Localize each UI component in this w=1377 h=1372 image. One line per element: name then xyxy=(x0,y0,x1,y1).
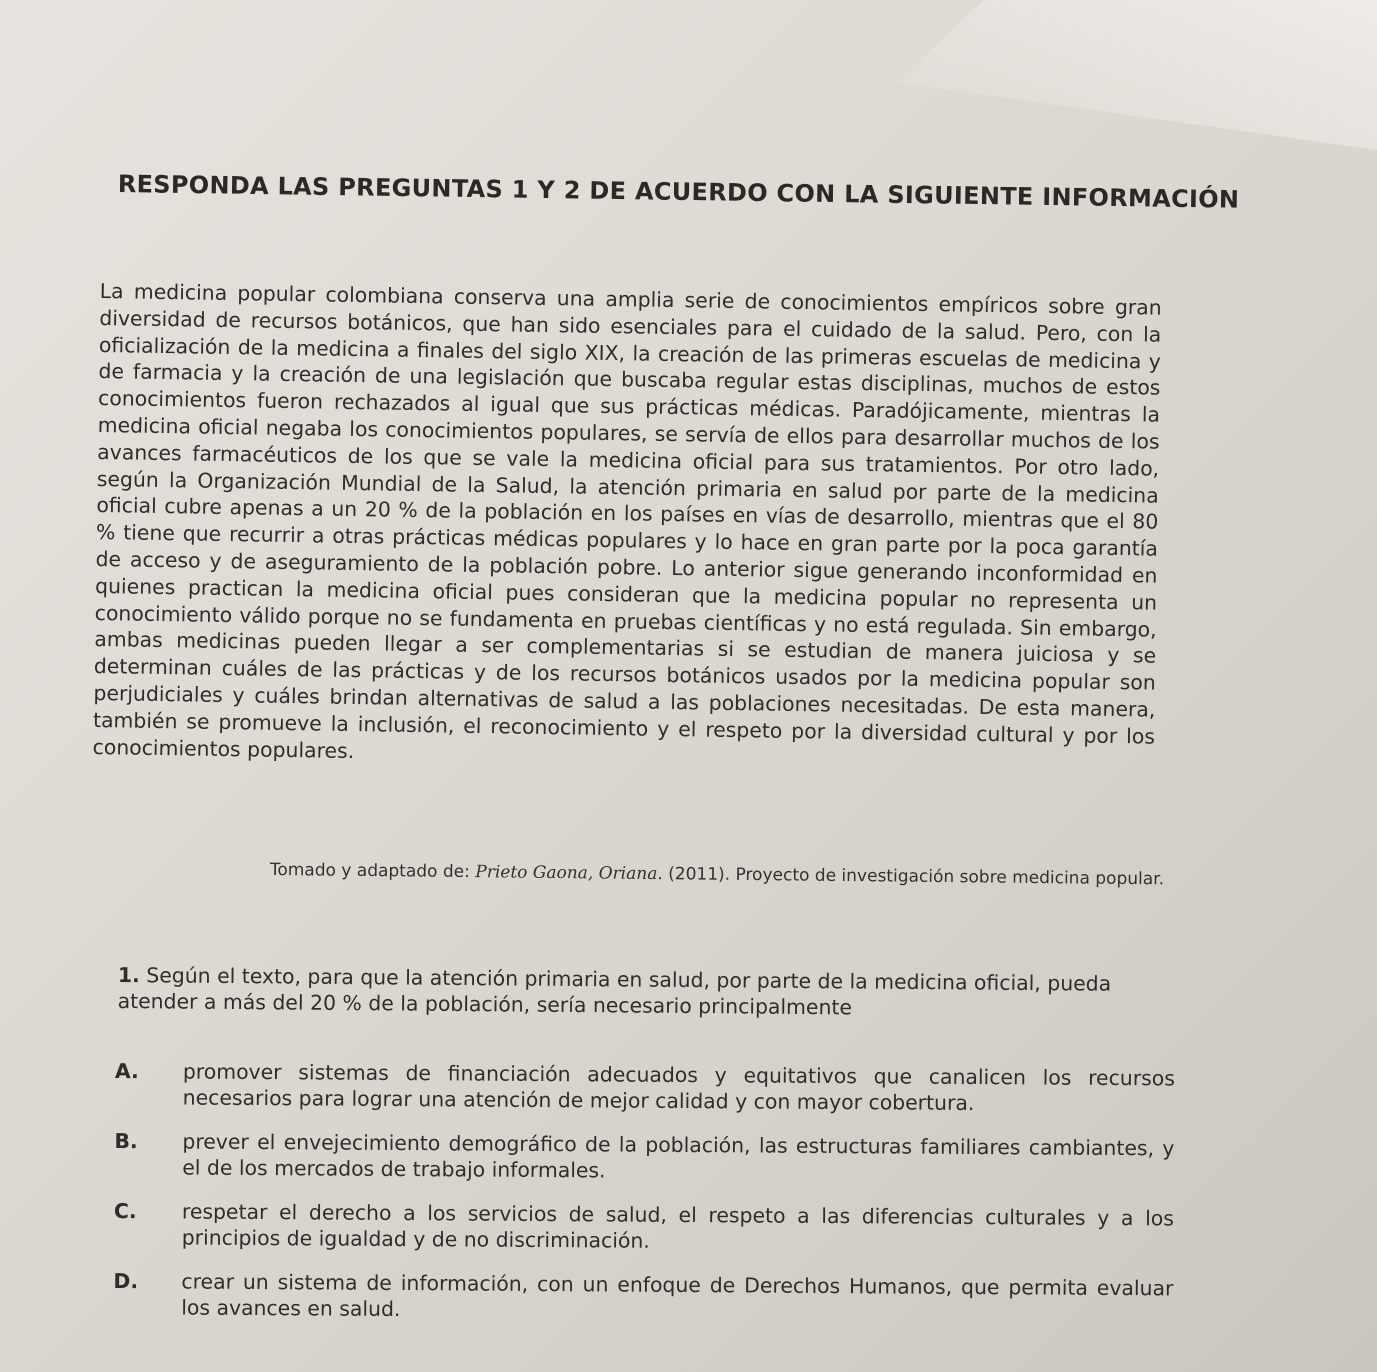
option-letter: B. xyxy=(114,1128,138,1154)
option-c[interactable] xyxy=(114,1198,1174,1257)
option-letter: D. xyxy=(113,1268,139,1294)
option-letter: A. xyxy=(114,1059,139,1084)
option-text: prever el envejecimiento demográfico de la población, las estructuras familiares cambiantes, y el de los mercados de trabajo informales. xyxy=(182,1129,1175,1183)
question-1 xyxy=(118,962,1178,1023)
option-text: respetar el derecho a los servicios de salud, el respeto a las diferencias culturales y a los principios de igualdad y de no discriminación. xyxy=(181,1199,1174,1253)
source-prefix: Tomado y adaptado de: xyxy=(269,860,471,883)
source-details: (2011). Proyecto de investigación sobre medicina popular. xyxy=(668,864,1165,890)
section-instruction-heading: RESPONDA LAS PREGUNTAS 1 Y 2 DE ACUERDO CON LA SIGUIENTE INFORMACIÓN xyxy=(117,170,1240,214)
option-a[interactable] xyxy=(115,1058,1175,1117)
question-stem: Según el texto, para que la atención primaria en salud, por parte de la medicina oficial, pueda atender a más del 20 % de la población, sería necesario principalmente xyxy=(117,963,1112,1020)
option-text: crear un sistema de información, con un enfoque de Derechos Humanos, que permita evaluar los avances en salud. xyxy=(181,1269,1174,1321)
option-text: promover sistemas de financiación adecuados y equitativos que canalicen los recursos necesarios para lograr una atención de mejor calidad y con mayor cobertura. xyxy=(182,1059,1175,1116)
option-letter: C. xyxy=(113,1198,137,1224)
question-number: 1. xyxy=(117,962,140,988)
paper-fold-shadow xyxy=(897,0,1377,150)
answer-options xyxy=(113,1058,1175,1345)
passage-source-citation xyxy=(270,860,1170,889)
reading-passage: La medicina popular colombiana conserva una amplia serie de conocimientos empíricos sobre gran diversidad de recursos botánicos, que han sido esenciales para el cuidado de la salud. Pero, con la oficialización de la medicina a finales del siglo XIX, la creación de las primeras escuelas de medicina y de farmacia y la creación de una legislación que buscaba regular estas disciplinas, muchos de estos conocimientos fueron rechazados al igual que sus prácticas médicas. Paradójicamente, mientras la medicina oficial negaba los conocimientos populares, se servía de ellos para desarrollar muchos de los avances farmacéuticos de los que se vale la medicina oficial para sus tratamientos. Por otro lado, según la Organización Mundial de la Salud, la atención primaria en salud por parte de la medicina oficial cubre apenas a un 20 % de la población en los países en vías de desarrollo, mientras que el 80 % tiene que recurrir a otras prácticas médicas populares y lo hace en gran parte por la poca garantía de acceso y de aseguramiento de la población pobre. Lo anterior sigue generando inconformidad en quienes practican la medicina oficial pues consideran que la medicina popular no representa un conocimiento válido porque no se fundamenta en pruebas científicas y no está regulada. Sin embargo, ambas medicinas pueden llegar a ser complementarias si se estudian de manera juiciosa y se determinan cuáles de las prácticas y de los recursos botánicos usados por la medicina popular son perjudiciales y cuáles brindan alternativas de salud a las poblaciones necesitadas. De esta manera, también se promueve la inclusión, el reconocimiento y el respeto por la diversidad cultural y por los conocimientos populares. xyxy=(92,278,1162,763)
option-b[interactable] xyxy=(114,1128,1174,1187)
option-d[interactable] xyxy=(113,1268,1173,1327)
source-author: Prieto Gaona, Oriana. xyxy=(475,862,663,885)
